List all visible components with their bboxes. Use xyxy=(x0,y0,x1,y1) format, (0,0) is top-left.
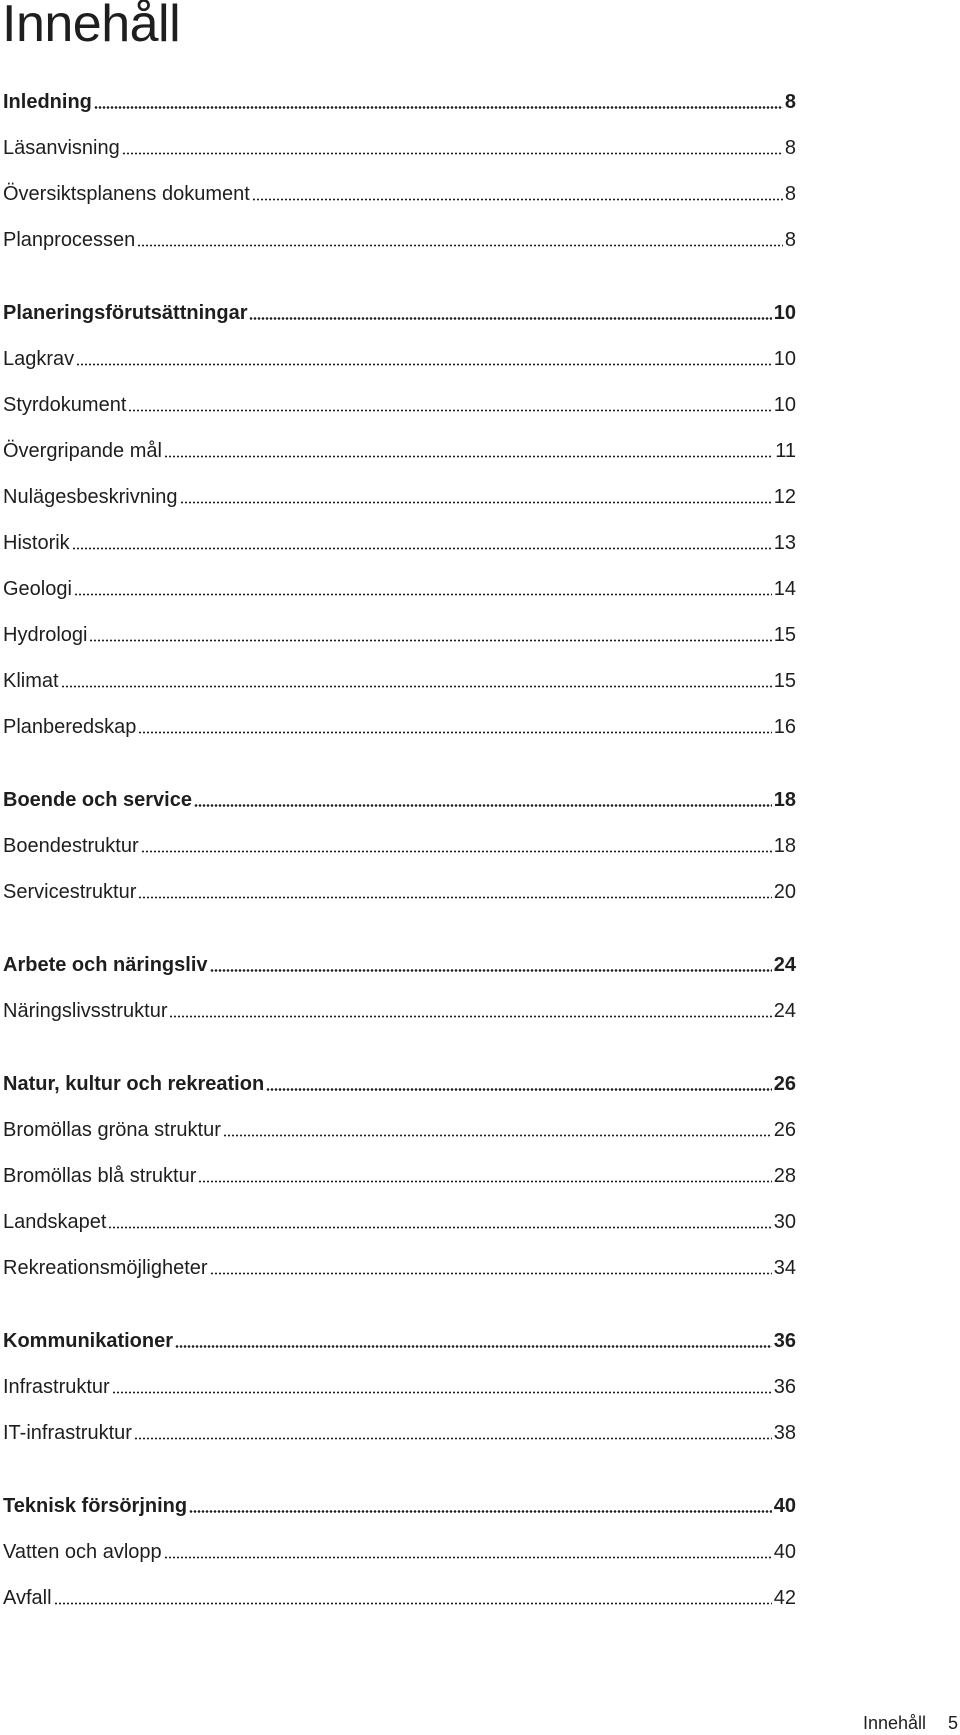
toc-entry-page: 24 xyxy=(773,954,796,976)
toc-entry-label: Avfall xyxy=(3,1587,52,1609)
toc-entry-page: 14 xyxy=(773,578,796,600)
toc-entry[interactable] xyxy=(3,433,796,463)
toc-section-entry[interactable] xyxy=(3,947,796,977)
toc-entry-label: Servicestruktur xyxy=(3,881,137,903)
toc-entry-label: Läsanvisning xyxy=(3,137,120,159)
toc-entry-page: 10 xyxy=(773,348,796,370)
toc-entry-label: Rekreationsmöjligheter xyxy=(3,1257,208,1279)
toc-entry-label: Boendestruktur xyxy=(3,835,139,857)
toc-entry-label: Kommunikationer xyxy=(3,1330,174,1352)
dot-leader xyxy=(108,1226,771,1229)
dot-leader xyxy=(198,1180,771,1183)
toc-entry-label: IT-infrastruktur xyxy=(3,1422,132,1444)
dot-leader xyxy=(266,1088,772,1091)
dot-leader xyxy=(164,1556,772,1559)
dot-leader xyxy=(189,1510,772,1513)
toc-entry-label: Klimat xyxy=(3,670,59,692)
toc-entry[interactable] xyxy=(3,571,796,601)
toc-entry[interactable] xyxy=(3,341,796,371)
toc-entry-label: Nulägesbeskrivning xyxy=(3,486,178,508)
toc-entry-page: 36 xyxy=(773,1376,796,1398)
dot-leader xyxy=(169,1015,771,1018)
footer-page-number: 5 xyxy=(947,1713,958,1733)
dot-leader xyxy=(138,731,771,734)
toc-entry-page: 38 xyxy=(773,1422,796,1444)
toc-entry-label: Boende och service xyxy=(3,789,192,811)
toc-entry-label: Vatten och avlopp xyxy=(3,1541,162,1563)
toc-entry-page: 13 xyxy=(773,532,796,554)
dot-leader xyxy=(134,1437,772,1440)
dot-leader xyxy=(210,969,772,972)
dot-leader xyxy=(194,804,772,807)
dot-leader xyxy=(89,639,771,642)
toc-entry-page: 15 xyxy=(773,624,796,646)
dot-leader xyxy=(141,850,772,853)
toc-entry-page: 30 xyxy=(773,1211,796,1233)
toc-entry[interactable] xyxy=(3,1250,796,1280)
dot-leader xyxy=(210,1272,772,1275)
toc-entry-page: 36 xyxy=(773,1330,796,1352)
toc-entry-label: Översiktsplanens dokument xyxy=(3,183,250,205)
toc-entry-page: 10 xyxy=(773,302,796,324)
toc-section-entry[interactable] xyxy=(3,1066,796,1096)
dot-leader xyxy=(54,1602,772,1605)
toc-entry-label: Arbete och näringsliv xyxy=(3,954,208,976)
toc-entry[interactable] xyxy=(3,709,796,739)
toc-section-entry[interactable] xyxy=(3,1488,796,1518)
dot-leader xyxy=(137,244,783,247)
toc-entry-label: Styrdokument xyxy=(3,394,127,416)
toc-entry-page: 20 xyxy=(773,881,796,903)
dot-leader xyxy=(94,106,783,109)
toc-entry-page: 18 xyxy=(773,789,796,811)
toc-entry-label: Bromöllas gröna struktur xyxy=(3,1119,221,1141)
dot-leader xyxy=(249,317,771,320)
dot-leader xyxy=(74,593,772,596)
toc-entry-label: Natur, kultur och rekreation xyxy=(3,1073,265,1095)
toc-entry-page: 8 xyxy=(784,91,796,113)
toc-entry[interactable] xyxy=(3,1534,796,1564)
toc-entry-label: Inledning xyxy=(3,91,92,113)
toc-section-entry[interactable] xyxy=(3,84,796,114)
footer-section-name: Innehåll xyxy=(862,1713,926,1733)
toc-entry-label: Hydrologi xyxy=(3,624,88,646)
toc-entry-label: Planprocessen xyxy=(3,229,136,251)
dot-leader xyxy=(72,547,772,550)
toc-entry[interactable] xyxy=(3,222,796,252)
toc-entry[interactable] xyxy=(3,387,796,417)
toc-entry[interactable] xyxy=(3,874,796,904)
toc-section-entry[interactable] xyxy=(3,782,796,812)
dot-leader xyxy=(122,152,783,155)
dot-leader xyxy=(76,363,772,366)
toc-entry[interactable] xyxy=(3,663,796,693)
toc-entry[interactable] xyxy=(3,1415,796,1445)
toc-entry[interactable] xyxy=(3,176,796,206)
dot-leader xyxy=(175,1345,772,1348)
toc-entry-page: 40 xyxy=(773,1541,796,1563)
toc-entry-label: Geologi xyxy=(3,578,72,600)
toc-entry-page: 8 xyxy=(784,229,796,251)
dot-leader xyxy=(128,409,771,412)
page-title: Innehåll xyxy=(2,0,181,53)
toc-entry[interactable] xyxy=(3,617,796,647)
toc-entry-page: 24 xyxy=(773,1000,796,1022)
toc-entry-page: 16 xyxy=(773,716,796,738)
toc-entry[interactable] xyxy=(3,479,796,509)
toc-entry-page: 8 xyxy=(784,137,796,159)
toc-entry-label: Lagkrav xyxy=(3,348,75,370)
toc-entry-page: 18 xyxy=(773,835,796,857)
toc-entry-label: Planeringsförutsättningar xyxy=(3,302,248,324)
toc-entry[interactable] xyxy=(3,1158,796,1188)
dot-leader xyxy=(252,198,783,201)
toc-section-entry[interactable] xyxy=(3,1323,796,1353)
toc-entry-label: Teknisk försörjning xyxy=(3,1495,188,1517)
toc-entry[interactable] xyxy=(3,1580,796,1610)
toc-entry-page: 34 xyxy=(773,1257,796,1279)
toc-entry-label: Infrastruktur xyxy=(3,1376,110,1398)
toc-entry[interactable] xyxy=(3,1204,796,1234)
toc-entry[interactable] xyxy=(3,130,796,160)
toc-entry[interactable] xyxy=(3,1112,796,1142)
toc-entry-page: 11 xyxy=(775,440,796,462)
toc-entry[interactable] xyxy=(3,1369,796,1399)
toc-entry-page: 28 xyxy=(773,1165,796,1187)
toc-entry-label: Landskapet xyxy=(3,1211,107,1233)
toc-entry-page: 26 xyxy=(773,1119,796,1141)
toc-entry-page: 8 xyxy=(784,183,796,205)
toc-entry-page: 15 xyxy=(773,670,796,692)
dot-leader xyxy=(164,455,773,458)
toc-entry-label: Näringslivsstruktur xyxy=(3,1000,168,1022)
toc-entry[interactable] xyxy=(3,993,796,1023)
toc-entry-page: 42 xyxy=(773,1587,796,1609)
toc-entry-label: Planberedskap xyxy=(3,716,137,738)
toc-entry-label: Historik xyxy=(3,532,70,554)
toc-entry-page: 10 xyxy=(773,394,796,416)
dot-leader xyxy=(138,896,771,899)
toc-entry-page: 40 xyxy=(773,1495,796,1517)
toc-entry[interactable] xyxy=(3,828,796,858)
dot-leader xyxy=(223,1134,772,1137)
toc-entry-label: Övergripande mål xyxy=(3,440,162,462)
toc-entry-label: Bromöllas blå struktur xyxy=(3,1165,197,1187)
page-footer xyxy=(0,1712,960,1734)
toc-section-entry[interactable] xyxy=(3,295,796,325)
dot-leader xyxy=(112,1391,772,1394)
toc-entry-page: 12 xyxy=(773,486,796,508)
toc-entry-page: 26 xyxy=(773,1073,796,1095)
toc-entry[interactable] xyxy=(3,525,796,555)
dot-leader xyxy=(180,501,772,504)
dot-leader xyxy=(61,685,772,688)
